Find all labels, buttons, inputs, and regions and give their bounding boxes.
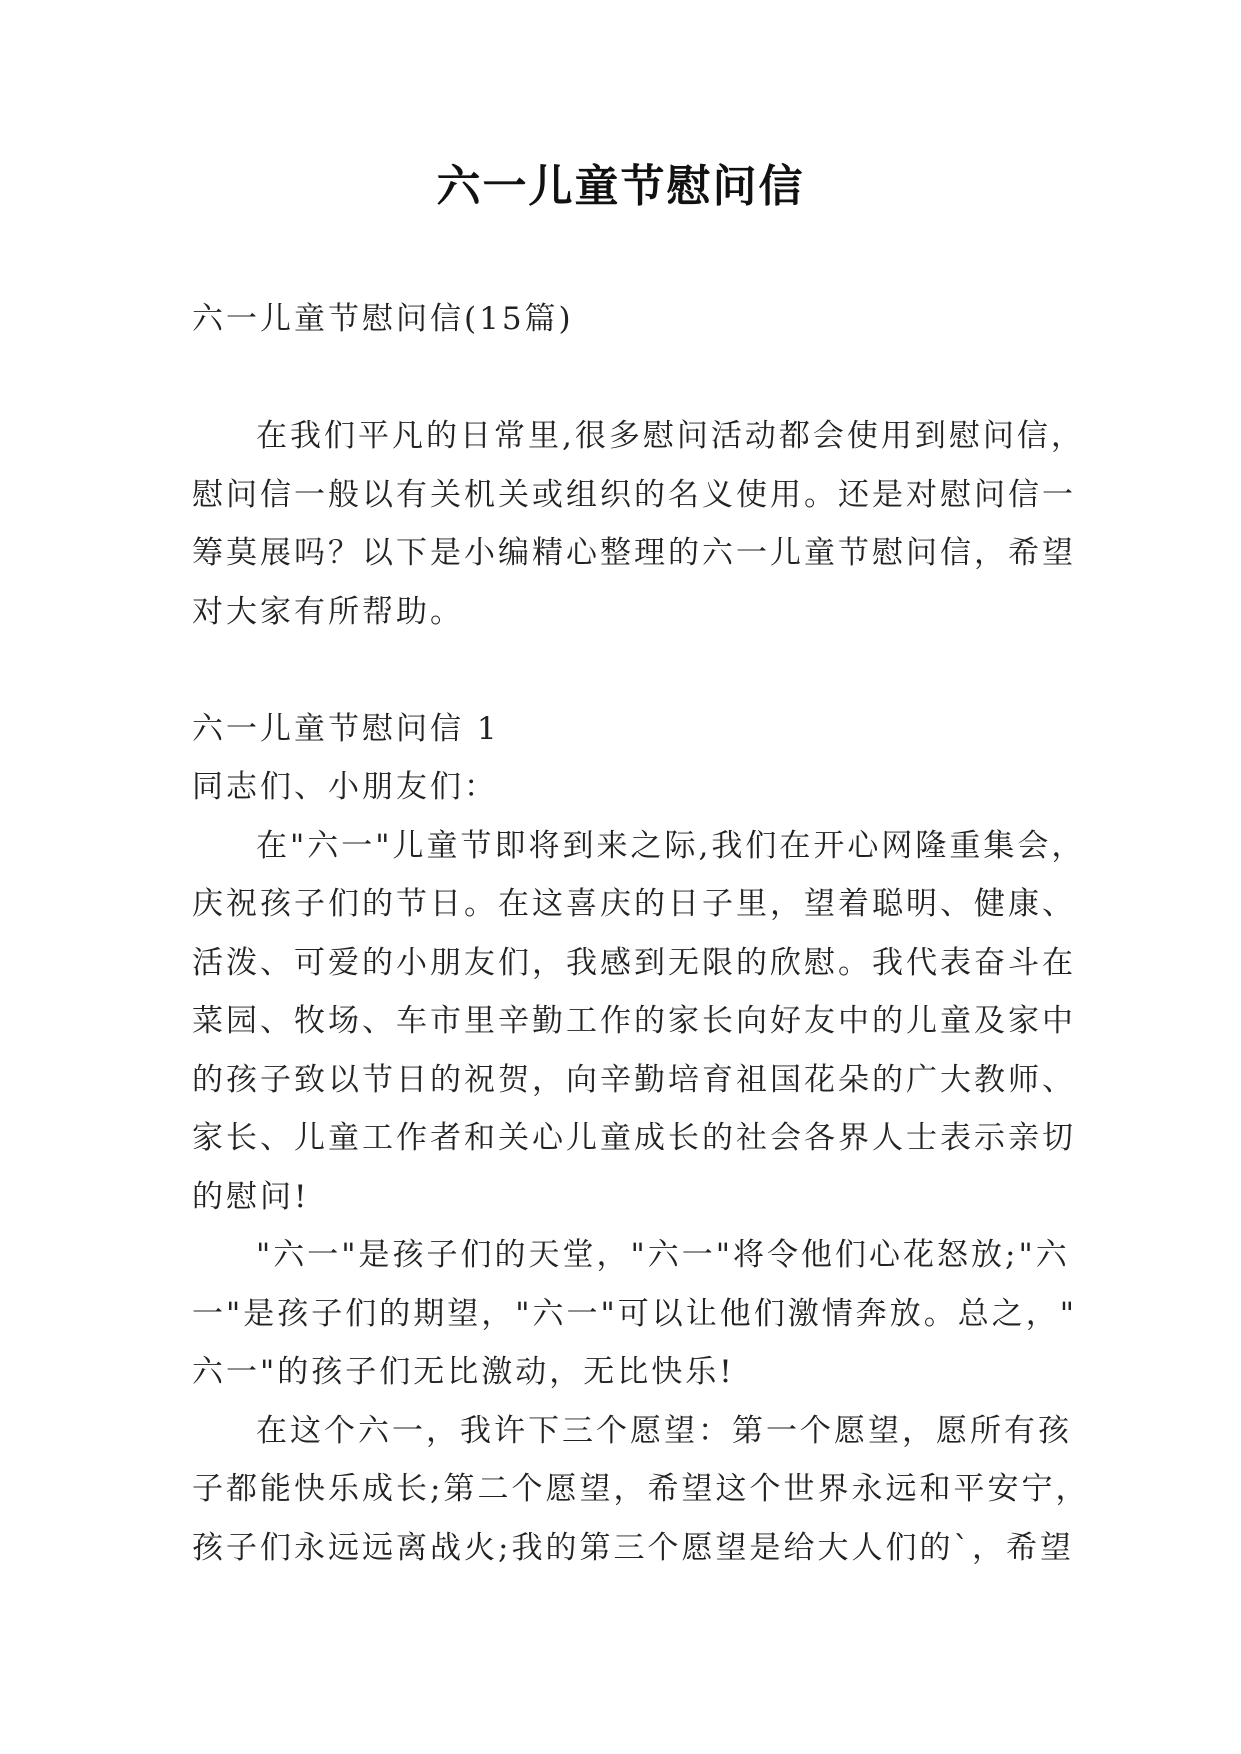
text-line: 菜园、牧场、车市里辛勤工作的家长向好友中的儿童及家中 [192,1003,1076,1039]
text-line: 庆祝孩子们的节日。在这喜庆的日子里，望着聪明、健康、 [192,886,1076,922]
text-line: 活泼、可爱的小朋友们，我感到无限的欣慰。我代表奋斗在 [192,944,1076,981]
text-line: 在这个六一，我许下三个愿望：第一个愿望，愿所有孩 [256,1412,1072,1449]
text-line: 一"是孩子们的期望，"六一"可以让他们激情奔放。总之，" [192,1295,1078,1332]
section-heading: 六一儿童节慰问信 1 [192,710,500,747]
text-line: 家长、儿童工作者和关心儿童成长的社会各界人士表示亲切 [192,1120,1076,1156]
text-line: 在"六一"儿童节即将到来之际,我们在开心网隆重集会， [256,827,1086,864]
text-line: 慰问信一般以有关机关或组织的名义使用。还是对慰问信一 [192,476,1076,513]
document-subtitle: 六一儿童节慰问信(15篇) [192,301,574,337]
letter-paragraph-2 [192,1226,1078,1402]
text-line: 筹莫展吗？以下是小编精心整理的六一儿童节慰问信，希望 [192,535,1076,571]
text-line: "六一"是孩子们的天堂，"六一"将令他们心花怒放;"六 [256,1237,1070,1273]
text-line: 在我们平凡的日常里,很多慰问活动都会使用到慰问信， [256,418,1085,454]
text-line: 六一"的孩子们无比激动，无比快乐! [192,1354,735,1390]
text-line: 孩子们永远远离战火;我的第三个愿望是给大人们的`，希望 [192,1529,1074,1566]
letter-paragraph-3 [192,1402,1090,1578]
text-line: 子都能快乐成长;第二个愿望，希望这个世界永远和平安宁， [192,1471,1090,1507]
spacer [192,349,1060,408]
text-line: 的慰问! [192,1178,310,1215]
text-line: 对大家有所帮助。 [192,593,464,630]
text-line: 的孩子致以节日的祝贺，向辛勤培育祖国花朵的广大教师、 [192,1061,1076,1098]
salutation: 同志们、小朋友们： [192,769,498,805]
letter-paragraph-1 [192,817,1086,1227]
intro-paragraph [192,407,1085,641]
document-title: 六一儿童节慰问信 [436,161,805,212]
spacer [192,641,1060,700]
document-body [192,290,1090,1577]
